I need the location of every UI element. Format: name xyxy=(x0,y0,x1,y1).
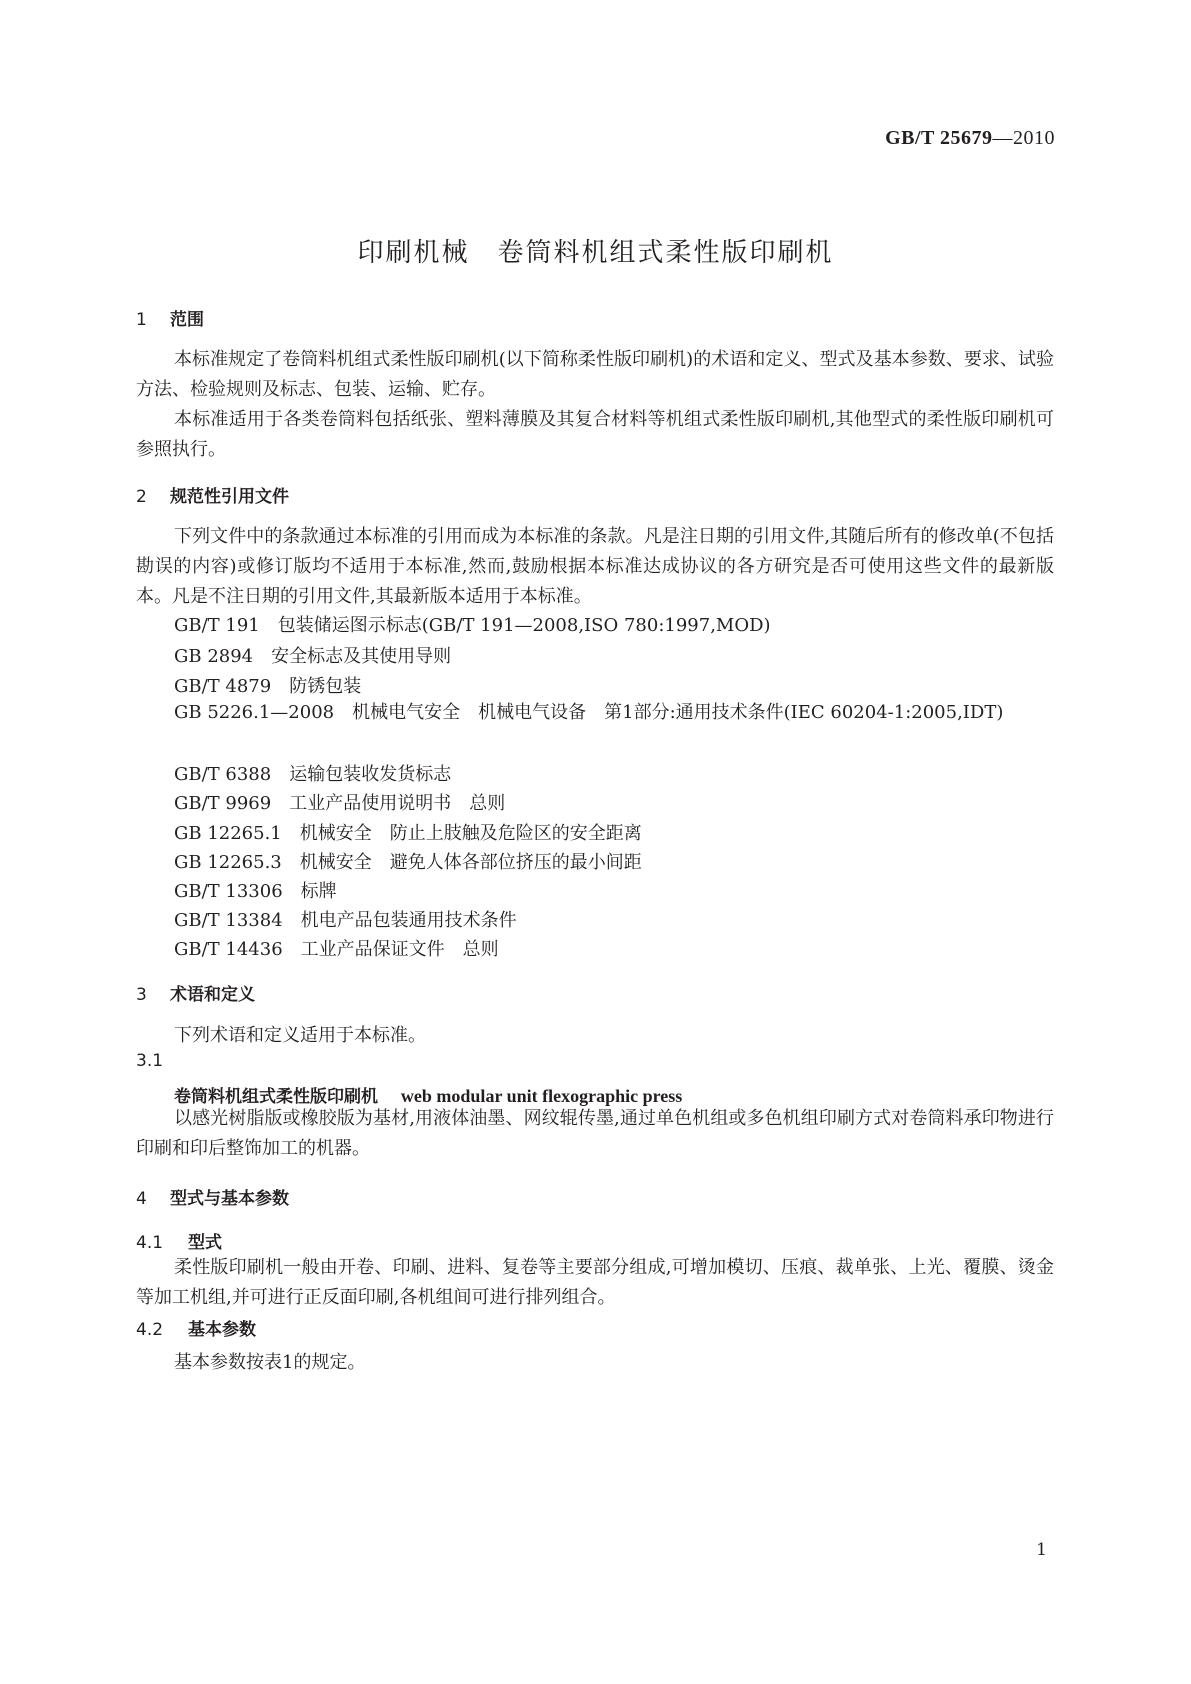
term-definition: 以感光树脂版或橡胶版为基材,用液体油墨、网纹辊传墨,通过单色机组或多色机组印刷方式对卷筒料承印物进行印刷和印后整饰加工的机器。 xyxy=(136,1108,1054,1159)
reference-item: GB/T 13384 机电产品包装通用技术条件 xyxy=(174,910,517,931)
section-2-intro: 下列文件中的条款通过本标准的引用而成为本标准的条款。凡是注日期的引用文件,其随后所有的修改单(不包括勘误的内容)或修订版均不适用于本标准,然而,鼓励根据本标准达成协议的各方研究是否可使用这些文件的最新版本。凡是不注日期的引用文件,其最新版本适用于本标准。 xyxy=(136,526,1054,607)
section-4-1-heading xyxy=(136,1228,222,1253)
section-number: 1 xyxy=(136,310,147,330)
section-title: 范围 xyxy=(170,310,204,330)
section-3-heading xyxy=(136,980,255,1005)
section-3-intro: 下列术语和定义适用于本标准。 xyxy=(174,1025,426,1046)
reference-item: GB/T 14436 工业产品保证文件 总则 xyxy=(174,939,499,960)
section-1-heading xyxy=(136,305,204,330)
reference-item: GB/T 9969 工业产品使用说明书 总则 xyxy=(174,793,506,814)
standard-code xyxy=(885,127,1055,150)
reference-item: GB 12265.3 机械安全 避免人体各部位挤压的最小间距 xyxy=(174,852,642,873)
reference-item: GB/T 191 包装储运图示标志(GB/T 191—2008,ISO 780:1997,MOD) xyxy=(174,615,771,636)
reference-item: GB/T 6388 运输包装收发货标志 xyxy=(174,764,452,785)
reference-item: GB/T 13306 标牌 xyxy=(174,881,337,902)
section-4-2-paragraph: 基本参数按表1的规定。 xyxy=(174,1352,366,1373)
section-title: 规范性引用文件 xyxy=(170,487,289,507)
section-number: 4 xyxy=(136,1189,147,1209)
section-1-paragraph-1: 本标准规定了卷筒料机组式柔性版印刷机(以下简称柔性版印刷机)的术语和定义、型式及基本参数、要求、试验方法、检验规则及标志、包装、运输、贮存。 xyxy=(136,349,1054,400)
section-number: 4.1 xyxy=(136,1233,164,1253)
section-number: 2 xyxy=(136,487,147,507)
reference-item: GB/T 4879 防锈包装 xyxy=(174,676,362,697)
document-title: 印刷机械 卷筒料机组式柔性版印刷机 xyxy=(357,238,834,268)
section-title: 术语和定义 xyxy=(170,985,255,1005)
standard-year: —2010 xyxy=(992,127,1055,149)
page-number: 1 xyxy=(1036,1540,1047,1560)
section-number: 4.2 xyxy=(136,1320,164,1340)
reference-item: GB 5226.1—2008 机械电气安全 机械电气设备 第1部分:通用技术条件(IEC 60204-1:2005,IDT) xyxy=(174,702,1004,723)
section-1-paragraph-2: 本标准适用于各类卷筒料包括纸张、塑料薄膜及其复合材料等机组式柔性版印刷机,其他型式的柔性版印刷机可参照执行。 xyxy=(136,409,1054,460)
section-number: 3 xyxy=(136,985,147,1005)
section-title: 型式与基本参数 xyxy=(170,1189,289,1209)
term-chinese: 卷筒料机组式柔性版印刷机 xyxy=(174,1087,378,1107)
section-4-1-paragraph: 柔性版印刷机一般由开卷、印刷、进料、复卷等主要部分组成,可增加模切、压痕、裁单张、上光、覆膜、烫金等加工机组,并可进行正反面印刷,各机组间可进行排列组合。 xyxy=(136,1257,1054,1308)
reference-item: GB 12265.1 机械安全 防止上肢触及危险区的安全距离 xyxy=(174,823,642,844)
term-number: 3.1 xyxy=(136,1051,164,1071)
section-title: 型式 xyxy=(188,1233,222,1253)
section-2-heading xyxy=(136,482,289,507)
section-4-2-heading xyxy=(136,1315,256,1340)
term-english: web modular unit flexographic press xyxy=(400,1086,683,1106)
reference-item: GB 2894 安全标志及其使用导则 xyxy=(174,646,452,667)
section-title: 基本参数 xyxy=(188,1320,256,1340)
standard-number: GB/T 25679 xyxy=(885,127,993,149)
section-4-heading xyxy=(136,1184,289,1209)
